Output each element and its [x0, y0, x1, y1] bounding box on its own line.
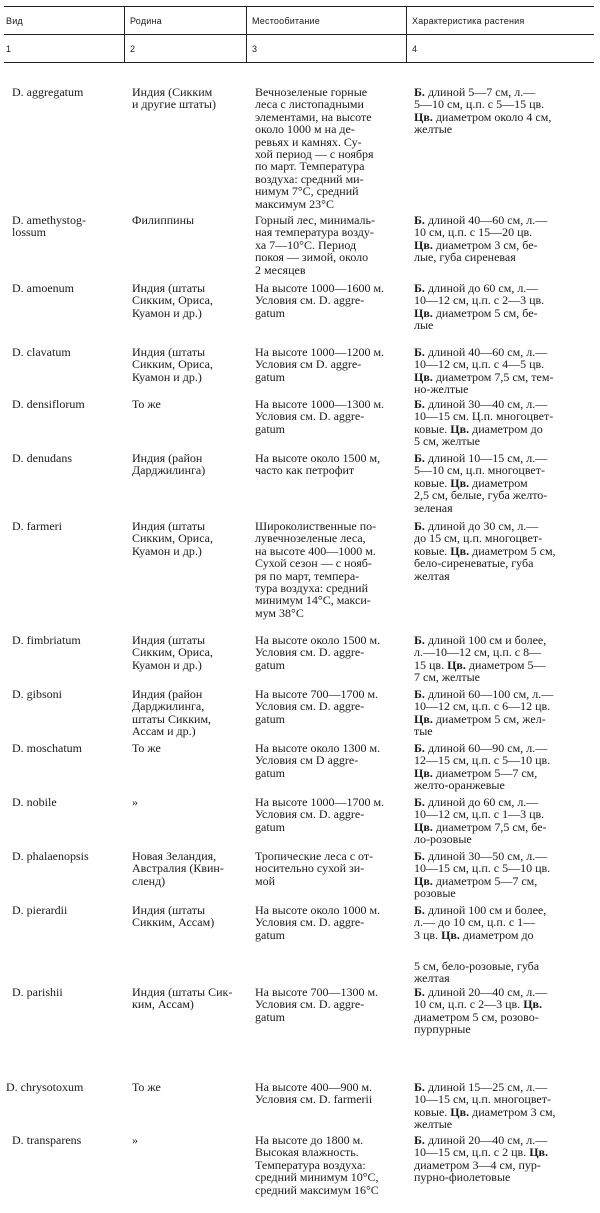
header-divider-1 — [124, 6, 125, 62]
species-name: D. amoenum — [12, 281, 74, 295]
homeland-cell: Индия (штаты Сикким, Ориса, Куамон и др.) — [132, 345, 213, 384]
habitat-cell: На высоте около 1300 м. Условия см D aggre- gatum — [255, 741, 381, 780]
species-name: D. fimbriatum — [12, 633, 81, 647]
habitat-cell: На высоте 1000—1700 м. Условия см. D. aggre- gatum — [255, 795, 385, 834]
species-name: D. chrysotoxum — [6, 1080, 84, 1094]
habitat-cell: На высоте 400—900 м. Условия см. D. farmerii — [255, 1080, 373, 1107]
habitat-cell: Горный лес, минималь- ная температура возду- ха 7—10°С. Период покоя — зимой, около 2 месяцев — [255, 213, 375, 277]
header-col-homeland: Родина — [130, 16, 162, 26]
characteristics-cell: Б. длиной 30—40 см, л.— 10—15 см. Ц.п. многоцвет- ковые. Цв. диаметром до 5 см, желтые — [414, 397, 554, 449]
habitat-cell: На высоте 1000—1200 м. Условия см D. aggre- gatum — [255, 345, 385, 384]
species-name: D. aggregatum — [12, 85, 84, 99]
header-middle-rule — [4, 34, 594, 35]
homeland-cell: То же — [132, 741, 161, 755]
characteristics-cell: Б. длиной 30—50 см, л.— 10—15 см, ц.п. с 5—10 цв. Цв. диаметром 5—7 см, розовые — [414, 849, 551, 901]
characteristics-cell: Б. длиной 100 см и более, л.—10—12 см, ц.п. с 8— 15 цв. Цв. диаметром 5— 7 см, желтые — [414, 633, 547, 685]
species-name: D. densiflorum — [12, 397, 85, 411]
table-header — [4, 6, 594, 62]
header-col-species: Вид — [6, 16, 23, 26]
characteristics-cell: Б. длиной 10—15 см, л.— 5—10 см, ц.п. многоцвет- ковые. Цв. диаметром 2,5 см, белые, губа желто- зеленая — [414, 451, 548, 515]
homeland-cell: Индия (штаты Сик- ким, Ассам) — [132, 985, 233, 1012]
habitat-cell: На высоте 700—1700 м. Условия см. D. aggre- gatum — [255, 687, 379, 726]
habitat-cell: Широколиственные по- лувечнозеленые леса, на высоте 400—1000 м. Сухой сезон — с нояб- ря по март, темпера- тура воздуха: средний минимум 14°С, макси- мум 38°С — [255, 519, 377, 620]
species-name: D. clavatum — [12, 345, 71, 359]
characteristics-cell: 5 см, бело-розовые, губа желтая — [414, 959, 540, 986]
header-divider-3 — [406, 6, 407, 62]
homeland-cell: » — [132, 1133, 138, 1147]
species-name: D. denudans — [12, 451, 72, 465]
header-col-characteristics: Характеристика растения — [412, 16, 525, 26]
species-name: D. phalaenopsis — [12, 849, 89, 863]
homeland-cell: То же — [132, 1080, 161, 1094]
species-name: D. moschatum — [12, 741, 82, 755]
characteristics-cell: Б. длиной 40—60 см, л.— 10—12 см, ц.п. с 4—5 цв. Цв. диаметром 7,5 см, тем- но-желтые — [414, 345, 554, 397]
characteristics-cell: Б. длиной 20—40 см, л.— 10 см, ц.п. с 2—3 цв. Цв. диаметром 5 см, розово- пурпурные — [414, 985, 548, 1037]
homeland-cell: Индия (район Дарджилинга, штаты Сикким, Ассам и др.) — [132, 687, 212, 739]
habitat-cell: На высоте около 1500 м, часто как петрофит — [255, 451, 381, 478]
species-name: D. amethystog- lossum — [12, 213, 86, 240]
habitat-cell: На высоте до 1800 м. Высокая влажность. Температура воздуха: средний минимум 10°С, средний максимум 16°С — [255, 1133, 379, 1197]
homeland-cell: Индия (Сикким и другие штаты) — [132, 85, 216, 112]
homeland-cell: То же — [132, 397, 161, 411]
characteristics-cell: Б. длиной 20—40 см, л.— 10—15 см, ц.п. с 2 цв. Цв. диаметром 3—4 см, пур- пурно-фиолетовые — [414, 1133, 549, 1185]
homeland-cell: Индия (штаты Сикким, Ориса, Куамон и др.) — [132, 633, 213, 672]
characteristics-cell: Б. длиной до 30 см, л.— до 15 см, ц.п. многоцвет- ковые. Цв. диаметром 5 см, бело-сиреневатые, губа желтая — [414, 519, 556, 583]
habitat-cell: На высоте 1000—1600 м. Условия см. D. aggre- gatum — [255, 281, 385, 320]
habitat-cell: На высоте 1000—1300 м. Условия см. D. aggre- gatum — [255, 397, 385, 436]
homeland-cell: Индия (штаты Сикким, Ориса, Куамон и др.) — [132, 519, 213, 558]
species-name: D. parishii — [12, 985, 63, 999]
characteristics-cell: Б. длиной до 60 см, л.— 10—12 см, ц.п. с 2—3 цв. Цв. диаметром 5 см, бе- лые — [414, 281, 545, 333]
header-top-rule — [4, 6, 594, 7]
characteristics-cell: Б. длиной 60—100 см, л.— 10—12 см, ц.п. с 6—12 цв. Цв. диаметром 5 см, жел- тые — [414, 687, 554, 739]
species-name: D. gibsoni — [12, 687, 63, 701]
species-name: D. farmeri — [12, 519, 62, 533]
header-num-2: 2 — [130, 44, 136, 54]
characteristics-cell: Б. длиной 60—90 см, л.— 12—15 см, ц.п. с 5—10 цв. Цв. диаметром 5—7 см, желто-оранжевые — [414, 741, 551, 793]
header-num-1: 1 — [6, 44, 12, 54]
habitat-cell: На высоте около 1500 м. Условия см. D. aggre- gatum — [255, 633, 381, 672]
homeland-cell: Филиппины — [132, 213, 195, 227]
habitat-cell: Вечнозеленые горные леса с листопадными элементами, на высоте около 1000 м на де- ревьях и камнях. Су- хой период — с ноября по март. Температура воздуха: средний ми- нимум 7°С, средний максимум 23°С — [255, 85, 374, 211]
characteristics-cell: Б. длиной 15—25 см, л.— 10—15 см, ц.п. многоцвет- ковые. Цв. диаметром 3 см, желтые — [414, 1080, 556, 1132]
header-num-3: 3 — [252, 44, 258, 54]
species-name: D. nobile — [12, 795, 57, 809]
header-bottom-rule — [4, 62, 594, 63]
header-divider-2 — [246, 6, 247, 62]
species-name: D. pierardii — [12, 903, 68, 917]
characteristics-cell: Б. длиной 40—60 см, л.— 10 см, ц.п. с 15—20 цв. Цв. диаметром 3 см, бе- лые, губа сиреневая — [414, 213, 548, 265]
homeland-cell: Новая Зеландия, Австралия (Квин- сленд) — [132, 849, 224, 888]
header-num-4: 4 — [412, 44, 418, 54]
habitat-cell: На высоте около 1000 м. Условия см. D. aggre- gatum — [255, 903, 381, 942]
homeland-cell: Индия (штаты Сикким, Ориса, Куамон и др.) — [132, 281, 213, 320]
homeland-cell: Индия (штаты Сикким, Ассам) — [132, 903, 215, 930]
habitat-cell: Тропические леса с от- носительно сухой зи- мой — [255, 849, 374, 888]
characteristics-cell: Б. длиной до 60 см, л.— 10—12 см, ц.п. с 1—3 цв. Цв. диаметром 7,5 см, бе- ло-розовые — [414, 795, 547, 847]
header-col-habitat: Местообитание — [252, 16, 320, 26]
homeland-cell: Индия (район Дарджилинга) — [132, 451, 206, 478]
homeland-cell: » — [132, 795, 138, 809]
characteristics-cell: Б. длиной 5—7 см, л.— 5—10 см, ц.п. с 5—15 цв. Цв. диаметром около 4 см, желтые — [414, 85, 552, 137]
characteristics-cell: Б. длиной 100 см и более, л.— до 10 см, ц.п. с 1— 3 цв. Цв. диаметром до — [414, 903, 547, 942]
habitat-cell: На высоте 700—1300 м. Условия см. D. aggre- gatum — [255, 985, 379, 1024]
species-name: D. transparens — [12, 1133, 82, 1147]
